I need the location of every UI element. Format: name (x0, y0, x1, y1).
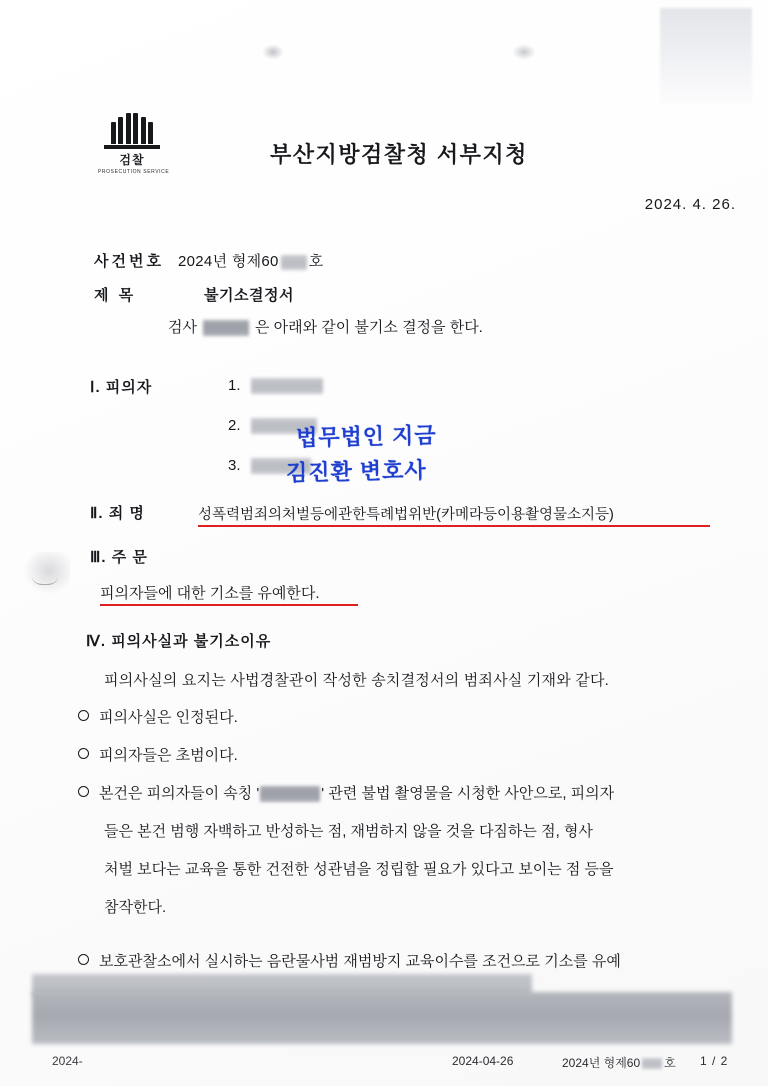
suspect-item-2-number: 2. (228, 417, 241, 434)
scan-smudge-top-right (512, 44, 536, 60)
suspect-item-1 (228, 377, 323, 394)
reason-intro-text: 피의사실의 요지는 사법경찰관이 작성한 송치결정서의 범죄사실 기재와 같다. (104, 672, 610, 689)
footer-stamp: 2024- (52, 1054, 83, 1068)
case-number-suffix: 호 (308, 253, 324, 270)
section-4-heading: Ⅳ. 피의사실과 불기소이유 (86, 633, 272, 650)
case-number-prefix: 2024년 형제60 (178, 253, 279, 270)
redaction-prosecutor-name (203, 320, 249, 336)
scan-smudge-margin (24, 552, 70, 594)
circle-bullet-icon (78, 748, 89, 759)
footer-case-prefix: 2024년 형제60 (562, 1056, 641, 1070)
case-number-value (178, 250, 324, 271)
section-1-heading: Ⅰ. 피의자 (90, 379, 153, 396)
suspect-item-1-number: 1. (228, 377, 241, 394)
bullet-item-3-line-3: 처벌 보다는 교육을 통한 건전한 성관념을 정립할 필요가 있다고 보이는 점 등을 (104, 861, 614, 878)
subject-label: 제 목 (94, 287, 137, 304)
scan-smudge-corner (660, 8, 752, 104)
section-4-label: 피의사실과 불기소이유 (111, 633, 272, 650)
bullet-item-4-text: 보호관찰소에서 실시하는 음란물사범 재범방지 교육이수를 조건으로 기소를 유예 (99, 953, 621, 970)
footer-case-suffix: 호 (664, 1056, 676, 1070)
section-1-numeral: Ⅰ (90, 379, 96, 396)
section-3-numeral: Ⅲ (90, 549, 102, 566)
bullet-item-3-part2: ' 관련 불법 촬영물을 시청한 사안으로, 피의자 (321, 785, 615, 802)
redaction-band-lower (32, 992, 732, 1044)
disposition-text: 피의자들에 대한 기소를 유예한다. (100, 585, 320, 602)
section-2-numeral: Ⅱ (90, 505, 99, 522)
bullet-item-3-line-4: 참작한다. (104, 899, 167, 916)
bullet-item-1-text: 피의사실은 인정된다. (99, 709, 238, 726)
bullet-item-1 (78, 706, 238, 727)
red-underline-disposition (100, 604, 358, 606)
footer-page-number: 1 / 2 (700, 1054, 729, 1068)
handwritten-lawyer-name: 김진환 변호사 (285, 457, 427, 486)
circle-bullet-icon (78, 954, 89, 965)
redaction-footer-case (642, 1058, 662, 1069)
footer-date: 2024-04-26 (452, 1054, 514, 1068)
section-3-heading: Ⅲ. 주 문 (90, 549, 148, 566)
emblem-label-kr: 검찰 (119, 153, 145, 167)
emblem-bars-icon (98, 112, 166, 144)
section-3-label: 주 문 (111, 549, 148, 566)
circle-bullet-icon (78, 710, 89, 721)
document-date: 2024. 4. 26. (644, 196, 736, 213)
redaction-keyword (260, 786, 320, 802)
page-title: 부산지방검찰청 서부지청 (270, 142, 528, 167)
prosecution-service-emblem (98, 112, 170, 178)
prosecutor-statement-suffix: 은 아래와 같이 불기소 결정을 한다. (254, 319, 483, 336)
section-4-numeral: Ⅳ (86, 633, 101, 650)
handwritten-firm-name: 법무법인 지금 (295, 422, 437, 451)
section-2-heading: Ⅱ. 죄 명 (90, 505, 145, 522)
bullet-item-3-part1: 본건은 피의자들이 속칭 ' (99, 785, 260, 802)
redaction-case-number (281, 255, 307, 270)
bullet-item-3-line-2: 들은 본건 범행 자백하고 반성하는 점, 재범하지 않을 것을 다짐하는 점, 형사 (104, 823, 593, 840)
footer-case-number (562, 1054, 676, 1071)
redaction-suspect-1 (251, 378, 323, 394)
section-2-label: 죄 명 (108, 505, 145, 522)
prosecutor-statement-prefix: 검사 (168, 319, 197, 336)
red-underline-charge (198, 525, 710, 527)
scan-smudge-top-left (262, 44, 284, 60)
section-1-label: 피의자 (105, 379, 153, 396)
case-number-label: 사건번호 (94, 253, 164, 270)
bullet-item-4 (78, 950, 621, 971)
bullet-item-2-text: 피의자들은 초범이다. (99, 747, 238, 764)
subject-value: 불기소결정서 (204, 287, 294, 304)
bullet-item-3-line-1 (78, 782, 614, 803)
bullet-item-2 (78, 744, 238, 765)
circle-bullet-icon (78, 786, 89, 797)
emblem-label-en: PROSECUTION SERVICE (98, 169, 170, 175)
emblem-base (104, 145, 160, 149)
suspect-item-3-number: 3. (228, 457, 241, 474)
charge-name-value: 성폭력범죄의처벌등에관한특례법위반(카메라등이용촬영물소지등) (198, 507, 614, 523)
prosecutor-statement (168, 316, 483, 337)
